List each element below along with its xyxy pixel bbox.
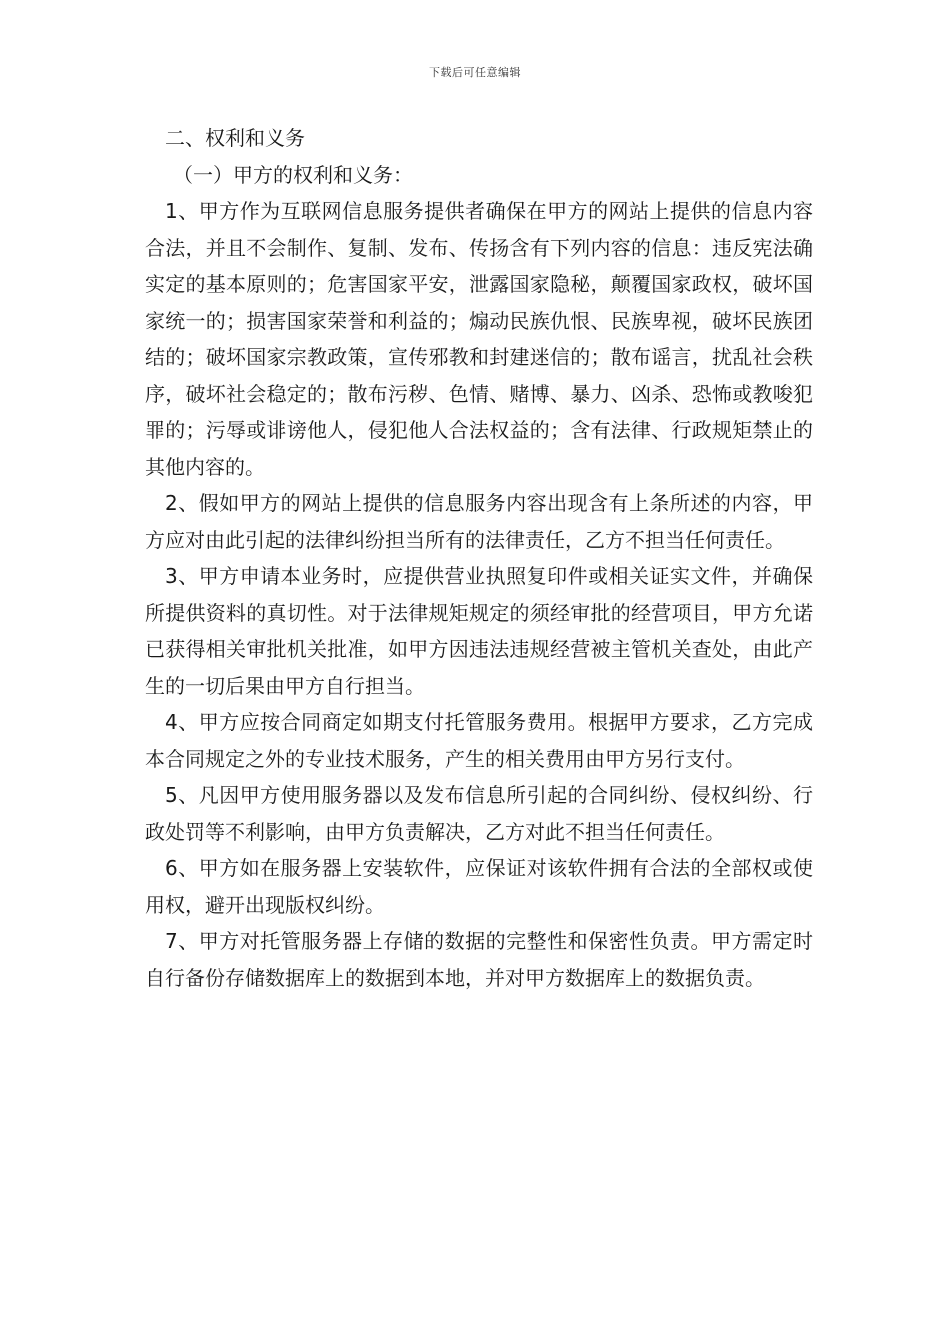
section-title: 二、权利和义务 (165, 126, 305, 150)
paragraph-5: 5、凡因甲方使用服务器以及发布信息所引起的合同纠纷、侵权纠纷、行政处罚等不利影响，由甲方负责解决，乙方对此不担当任何责任。 (145, 783, 813, 844)
paragraph-1: 1、甲方作为互联网信息服务提供者确保在甲方的网站上提供的信息内容合法，并且不会制作、复制、发布、传扬含有下列内容的信息：违反宪法确实定的基本原则的；危害国家平安，泄露国家隐秘，颠覆国家政权，破坏国家统一的；损害国家荣誉和利益的；煽动民族仇恨、民族卑视，破坏民族团结的；破坏国家宗教政策，宣传邪教和封建迷信的；散布谣言，扰乱社会秩序，破坏社会稳定的；散布污秽、色情、赌博、暴力、凶杀、恐怖或教唆犯罪的；污辱或诽谤他人，侵犯他人合法权益的；含有法律、行政规矩禁止的其他内容的。 (145, 199, 813, 479)
document-body (145, 120, 813, 996)
paragraph-6: 6、甲方如在服务器上安装软件，应保证对该软件拥有合法的全部权或使用权，避开出现版权纠纷。 (145, 856, 813, 917)
paragraph-7: 7、甲方对托管服务器上存储的数据的完整性和保密性负责。甲方需定时自行备份存储数据库上的数据到本地，并对甲方数据库上的数据负责。 (145, 929, 813, 990)
paragraph-2: 2、假如甲方的网站上提供的信息服务内容出现含有上条所述的内容，甲方应对由此引起的法律纠纷担当所有的法律责任，乙方不担当任何责任。 (145, 491, 813, 552)
paragraph-4: 4、甲方应按合同商定如期支付托管服务费用。根据甲方要求，乙方完成本合同规定之外的专业技术服务，产生的相关费用由甲方另行支付。 (145, 710, 813, 771)
sub-section-title: （一）甲方的权利和义务： (173, 162, 413, 187)
paragraph-3: 3、甲方申请本业务时，应提供营业执照复印件或相关证实文件，并确保所提供资料的真切性。对于法律规矩规定的须经审批的经营项目，甲方允诺已获得相关审批机关批准，如甲方因违法违规经营被主管机关查处，由此产生的一切后果由甲方自行担当。 (145, 564, 813, 698)
header-note: 下载后可任意编辑 (429, 66, 521, 79)
